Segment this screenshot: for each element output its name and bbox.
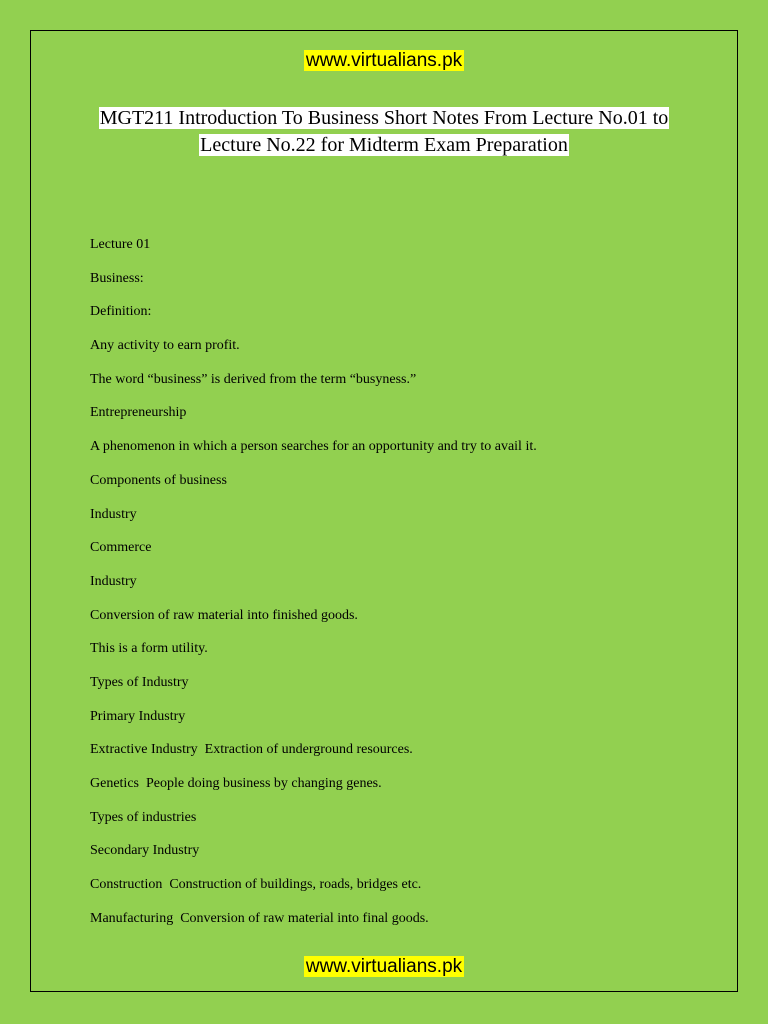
- note-line: Commerce: [90, 540, 152, 556]
- note-line: This is a form utility.: [90, 641, 208, 657]
- note-line: Genetics People doing business by changing genes.: [90, 776, 382, 791]
- document-title-line-2: Lecture No.22 for Midterm Exam Preparation: [200, 134, 568, 156]
- note-line: Manufacturing Conversion of raw material into final goods.: [90, 910, 429, 926]
- note-line: Components of business: [90, 472, 227, 488]
- note-line: The word “business” is derived from the term “busyness.”: [90, 371, 417, 387]
- note-line: Extractive Industry Extraction of underground resources.: [90, 742, 413, 758]
- site-link-header-text[interactable]: www.virtualians.pk: [305, 50, 463, 71]
- note-line: Types of industries: [90, 809, 197, 825]
- note-line: Conversion of raw material into finished goods.: [90, 607, 358, 623]
- note-line: Business:: [90, 270, 144, 286]
- note-line: Industry: [90, 573, 137, 589]
- site-link-footer[interactable]: [0, 955, 768, 979]
- note-line: Any activity to earn profit.: [90, 338, 240, 354]
- note-line: A phenomenon in which a person searches for an opportunity and try to avail it.: [90, 439, 537, 455]
- note-line: Primary Industry: [90, 708, 186, 724]
- site-link-header[interactable]: [0, 49, 768, 73]
- note-line: Definition:: [90, 304, 152, 320]
- note-line: Entrepreneurship: [90, 405, 187, 421]
- document-title: [60, 105, 708, 159]
- note-line: Secondary Industry: [90, 843, 200, 859]
- document-title-line-1: MGT211 Introduction To Business Short Notes From Lecture No.01 to: [99, 107, 669, 129]
- note-line: Types of Industry: [90, 674, 189, 690]
- note-line: Lecture 01: [90, 237, 151, 252]
- note-line: Construction Construction of buildings, roads, bridges etc.: [90, 877, 422, 893]
- notes-list: [90, 236, 710, 943]
- site-link-footer-text[interactable]: www.virtualians.pk: [305, 956, 463, 977]
- note-line: Industry: [90, 506, 137, 522]
